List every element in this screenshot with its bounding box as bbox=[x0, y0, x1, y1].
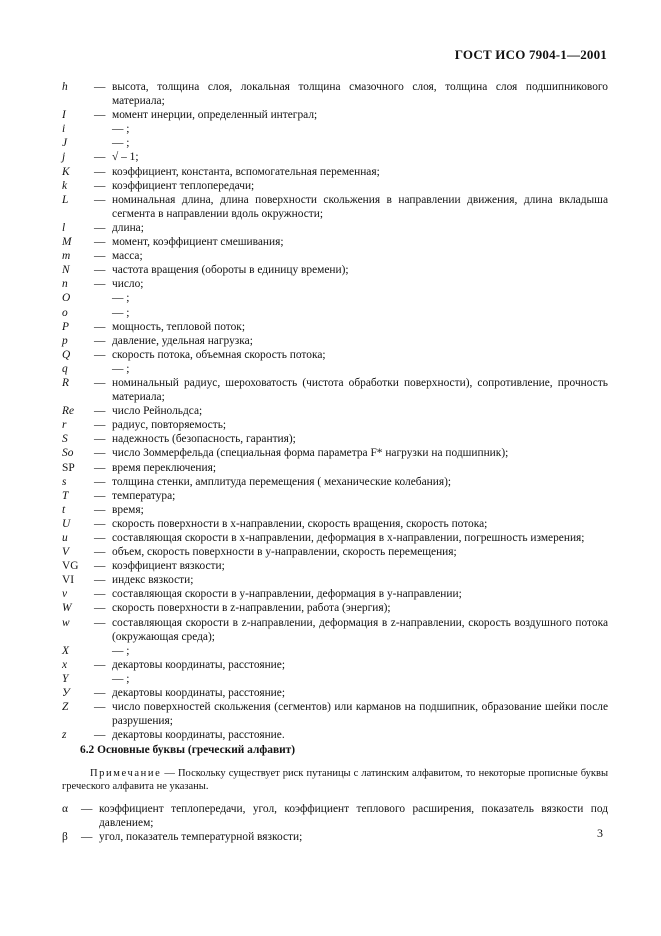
symbol-description: номинальный радиус, шероховатость (чистота обработки поверхности), сопротивление, прочность материала; bbox=[112, 376, 608, 404]
symbol: h bbox=[62, 81, 68, 93]
symbol-row bbox=[62, 559, 608, 573]
symbol: J bbox=[62, 137, 68, 150]
note-text: — Поскольку существует риск путаницы с латинским алфавитом, то некоторые прописные буквы греческого алфавита не указаны. bbox=[62, 767, 608, 792]
symbol-description: скорость поверхности в x-направлении, скорость вращения, скорость потока; bbox=[112, 517, 488, 530]
symbol-row bbox=[62, 802, 608, 830]
symbol: VI bbox=[62, 574, 75, 587]
dash: — bbox=[94, 560, 106, 573]
symbol: q bbox=[62, 362, 68, 375]
symbol-row bbox=[62, 728, 608, 742]
symbol-row bbox=[62, 446, 608, 460]
dash: — bbox=[94, 602, 106, 615]
symbol-row bbox=[62, 320, 608, 334]
symbol: k bbox=[62, 179, 68, 192]
symbol-description: момент инерции, определенный интеграл; bbox=[112, 109, 318, 122]
symbol-description: скорость потока, объемная скорость потока; bbox=[112, 348, 326, 361]
symbol: T bbox=[62, 489, 69, 502]
symbol-row bbox=[62, 700, 608, 728]
dash: — bbox=[94, 334, 106, 347]
symbol-row bbox=[62, 517, 608, 531]
symbol-row bbox=[62, 672, 608, 686]
symbol: K bbox=[62, 165, 70, 178]
symbol: SP bbox=[62, 461, 75, 474]
symbol-description: длина; bbox=[112, 221, 144, 234]
symbol-description: частота вращения (обороты в единицу времени); bbox=[112, 264, 349, 277]
symbol-row bbox=[62, 179, 608, 193]
dash: — bbox=[94, 405, 106, 418]
symbol: o bbox=[62, 306, 68, 319]
symbol: R bbox=[62, 376, 69, 389]
document-body bbox=[62, 80, 608, 844]
dash: — bbox=[94, 179, 106, 192]
note-label: Примечание bbox=[90, 767, 162, 779]
symbol: Z bbox=[62, 701, 69, 714]
dash: — bbox=[94, 616, 106, 629]
dash: — bbox=[94, 109, 106, 122]
dash: — bbox=[94, 574, 106, 587]
symbol-row bbox=[62, 601, 608, 615]
dash: — bbox=[94, 475, 106, 488]
symbol-description: объем, скорость поверхности в y-направлении, скорость перемещения; bbox=[112, 546, 457, 559]
symbol-description: скорость поверхности в z-направлении, работа (энергия); bbox=[112, 602, 391, 615]
symbol: Re bbox=[62, 405, 75, 418]
symbol-row bbox=[62, 306, 608, 320]
symbol-row bbox=[62, 830, 608, 844]
symbol-row bbox=[62, 432, 608, 446]
symbol-row bbox=[62, 461, 608, 475]
symbol-description: составляющая скорости в y-направлении, деформация в y-направлении; bbox=[112, 588, 462, 601]
symbol-description: мощность, тепловой поток; bbox=[112, 320, 245, 333]
symbol-description: масса; bbox=[112, 250, 143, 263]
symbol-description: — ; bbox=[112, 672, 130, 685]
symbol-description: коэффициент вязкости; bbox=[112, 560, 225, 573]
symbol-description: температура; bbox=[112, 489, 176, 502]
greek-symbol-list bbox=[62, 802, 608, 844]
symbol: z bbox=[62, 729, 67, 742]
document-header: ГОСТ ИСО 7904-1—2001 bbox=[454, 47, 607, 62]
symbol-row bbox=[62, 165, 608, 179]
symbol-row bbox=[62, 150, 608, 164]
symbol: M bbox=[62, 236, 72, 249]
symbol: β bbox=[62, 830, 68, 843]
symbol: P bbox=[62, 320, 69, 333]
dash: — bbox=[94, 320, 106, 333]
symbol: t bbox=[62, 503, 66, 516]
dash: — bbox=[94, 376, 106, 389]
symbol-row bbox=[62, 404, 608, 418]
symbol-row bbox=[62, 235, 608, 249]
dash: — bbox=[94, 532, 106, 544]
dash: — bbox=[94, 236, 106, 249]
dash: — bbox=[94, 461, 106, 474]
symbol: O bbox=[62, 292, 71, 305]
symbol: m bbox=[62, 250, 71, 263]
symbol-description: индекс вязкости; bbox=[112, 574, 194, 587]
symbol-row bbox=[62, 573, 608, 587]
symbol-description: число поверхностей скольжения (сегментов) или карманов на подшипник, образование шейки после разрушения; bbox=[112, 701, 608, 728]
symbol: w bbox=[62, 616, 70, 629]
symbol-row bbox=[62, 334, 608, 348]
dash: — bbox=[94, 701, 106, 714]
symbol-description: коэффициент теплопередачи; bbox=[112, 179, 255, 192]
symbol-row bbox=[62, 531, 608, 545]
symbol-description: составляющая скорости в z-направлении, деформация в z-направлении, скорость воздушного потока (окружающая среда); bbox=[112, 616, 608, 643]
symbol-description: декартовы координаты, расстояние. bbox=[112, 729, 285, 742]
dash: — bbox=[94, 658, 106, 671]
symbol-description: — ; bbox=[112, 362, 130, 375]
symbol-row bbox=[62, 376, 608, 404]
latin-symbol-list bbox=[62, 80, 608, 742]
symbol-description: радиус, повторяемость; bbox=[112, 419, 227, 432]
symbol-row bbox=[62, 503, 608, 517]
symbol: l bbox=[62, 221, 66, 234]
dash: — bbox=[94, 588, 106, 601]
symbol: L bbox=[62, 193, 69, 206]
symbol: α bbox=[62, 802, 68, 815]
symbol-description: угол, показатель температурной вязкости; bbox=[99, 830, 303, 843]
page-number: 3 bbox=[597, 826, 603, 840]
symbol: v bbox=[62, 588, 68, 601]
dash: — bbox=[94, 489, 106, 502]
dash: — bbox=[94, 250, 106, 263]
dash: — bbox=[94, 221, 106, 234]
symbol-description: число; bbox=[112, 278, 144, 291]
dash: — bbox=[94, 447, 106, 460]
symbol: p bbox=[62, 334, 68, 347]
symbol-row bbox=[62, 348, 608, 362]
symbol: W bbox=[62, 602, 72, 615]
dash: — bbox=[94, 419, 106, 432]
symbol-row bbox=[62, 587, 608, 601]
symbol-description: коэффициент, константа, вспомогательная переменная; bbox=[112, 165, 380, 178]
symbol-row bbox=[62, 277, 608, 291]
dash: — bbox=[94, 433, 106, 446]
symbol: VG bbox=[62, 560, 79, 573]
symbol: У bbox=[62, 687, 70, 700]
symbol-row bbox=[62, 108, 608, 122]
dash: — bbox=[81, 830, 93, 843]
symbol: N bbox=[62, 264, 70, 277]
symbol-description: — ; bbox=[112, 306, 130, 319]
symbol: x bbox=[62, 658, 68, 671]
symbol-description: число Рейнольдса; bbox=[112, 405, 203, 418]
dash: — bbox=[94, 278, 106, 291]
dash: — bbox=[94, 687, 106, 700]
symbol: n bbox=[62, 278, 68, 291]
symbol: So bbox=[62, 447, 74, 460]
symbol-row bbox=[62, 80, 608, 108]
symbol: u bbox=[62, 532, 68, 544]
symbol-description: надежность (безопасность, гарантия); bbox=[112, 433, 296, 446]
symbol-description: — ; bbox=[112, 292, 130, 305]
symbol: U bbox=[62, 517, 71, 530]
symbol-row bbox=[62, 545, 608, 559]
symbol-description: число Зоммерфельда (специальная форма параметра F* нагрузки на подшипник); bbox=[112, 447, 509, 460]
symbol-row bbox=[62, 489, 608, 503]
dash: — bbox=[94, 517, 106, 530]
symbol: S bbox=[62, 433, 68, 446]
symbol-row bbox=[62, 658, 608, 672]
symbol-description: высота, толщина слоя, локальная толщина смазочного слоя, толщина слоя подшипникового материала; bbox=[112, 81, 608, 108]
symbol-row bbox=[62, 122, 608, 136]
symbol-description: толщина стенки, амплитуда перемещения ( механические колебания); bbox=[112, 475, 452, 488]
symbol-row bbox=[62, 616, 608, 644]
symbol-row bbox=[62, 644, 608, 658]
symbol-description: момент, коэффициент смешивания; bbox=[112, 236, 284, 249]
dash: — bbox=[94, 81, 106, 93]
symbol-row bbox=[62, 475, 608, 489]
dash: — bbox=[94, 546, 106, 559]
symbol: V bbox=[62, 546, 69, 559]
symbol-description: √ – 1; bbox=[112, 151, 139, 164]
symbol-description: — ; bbox=[112, 137, 130, 150]
symbol-row bbox=[62, 418, 608, 432]
symbol-description: время; bbox=[112, 503, 144, 516]
dash: — bbox=[94, 348, 106, 361]
symbol: i bbox=[62, 123, 66, 136]
symbol-row bbox=[62, 362, 608, 376]
symbol-description: декартовы координаты, расстояние; bbox=[112, 658, 285, 671]
symbol-row bbox=[62, 291, 608, 305]
symbol-description: — ; bbox=[112, 644, 130, 657]
symbol-row bbox=[62, 193, 608, 221]
symbol: Y bbox=[62, 672, 69, 685]
dash: — bbox=[94, 264, 106, 277]
symbol-row bbox=[62, 686, 608, 700]
symbol: X bbox=[62, 644, 69, 657]
symbol-description: номинальная длина, длина поверхности скольжения в направлении движения, длина вкладыша сегмента в направлении вдоль окружности; bbox=[112, 193, 608, 220]
symbol-description: время переключения; bbox=[112, 461, 217, 474]
symbol-row bbox=[62, 249, 608, 263]
symbol-description: составляющая скорости в x-направлении, деформация в x-направлении, погрешность измерения; bbox=[112, 532, 585, 544]
symbol-row bbox=[62, 221, 608, 235]
dash: — bbox=[94, 503, 106, 516]
symbol: s bbox=[62, 475, 67, 488]
section-heading: 6.2 Основные буквы (греческий алфавит) bbox=[80, 744, 296, 757]
dash: — bbox=[94, 729, 106, 742]
dash: — bbox=[94, 193, 106, 206]
symbol: j bbox=[62, 151, 66, 164]
symbol: r bbox=[62, 419, 67, 432]
dash: — bbox=[81, 802, 93, 815]
symbol-row bbox=[62, 263, 608, 277]
symbol-description: давление, удельная нагрузка; bbox=[112, 334, 253, 347]
dash: — bbox=[94, 151, 106, 164]
symbol-description: — ; bbox=[112, 123, 130, 136]
symbol: Q bbox=[62, 348, 71, 361]
dash: — bbox=[94, 165, 106, 178]
symbol: I bbox=[62, 109, 66, 122]
symbol-row bbox=[62, 136, 608, 150]
symbol-description: коэффициент теплопередачи, угол, коэффициент теплового расширения, показатель вязкости под давлением; bbox=[99, 802, 608, 829]
symbol-description: декартовы координаты, расстояние; bbox=[112, 687, 285, 700]
note-paragraph bbox=[62, 767, 608, 794]
